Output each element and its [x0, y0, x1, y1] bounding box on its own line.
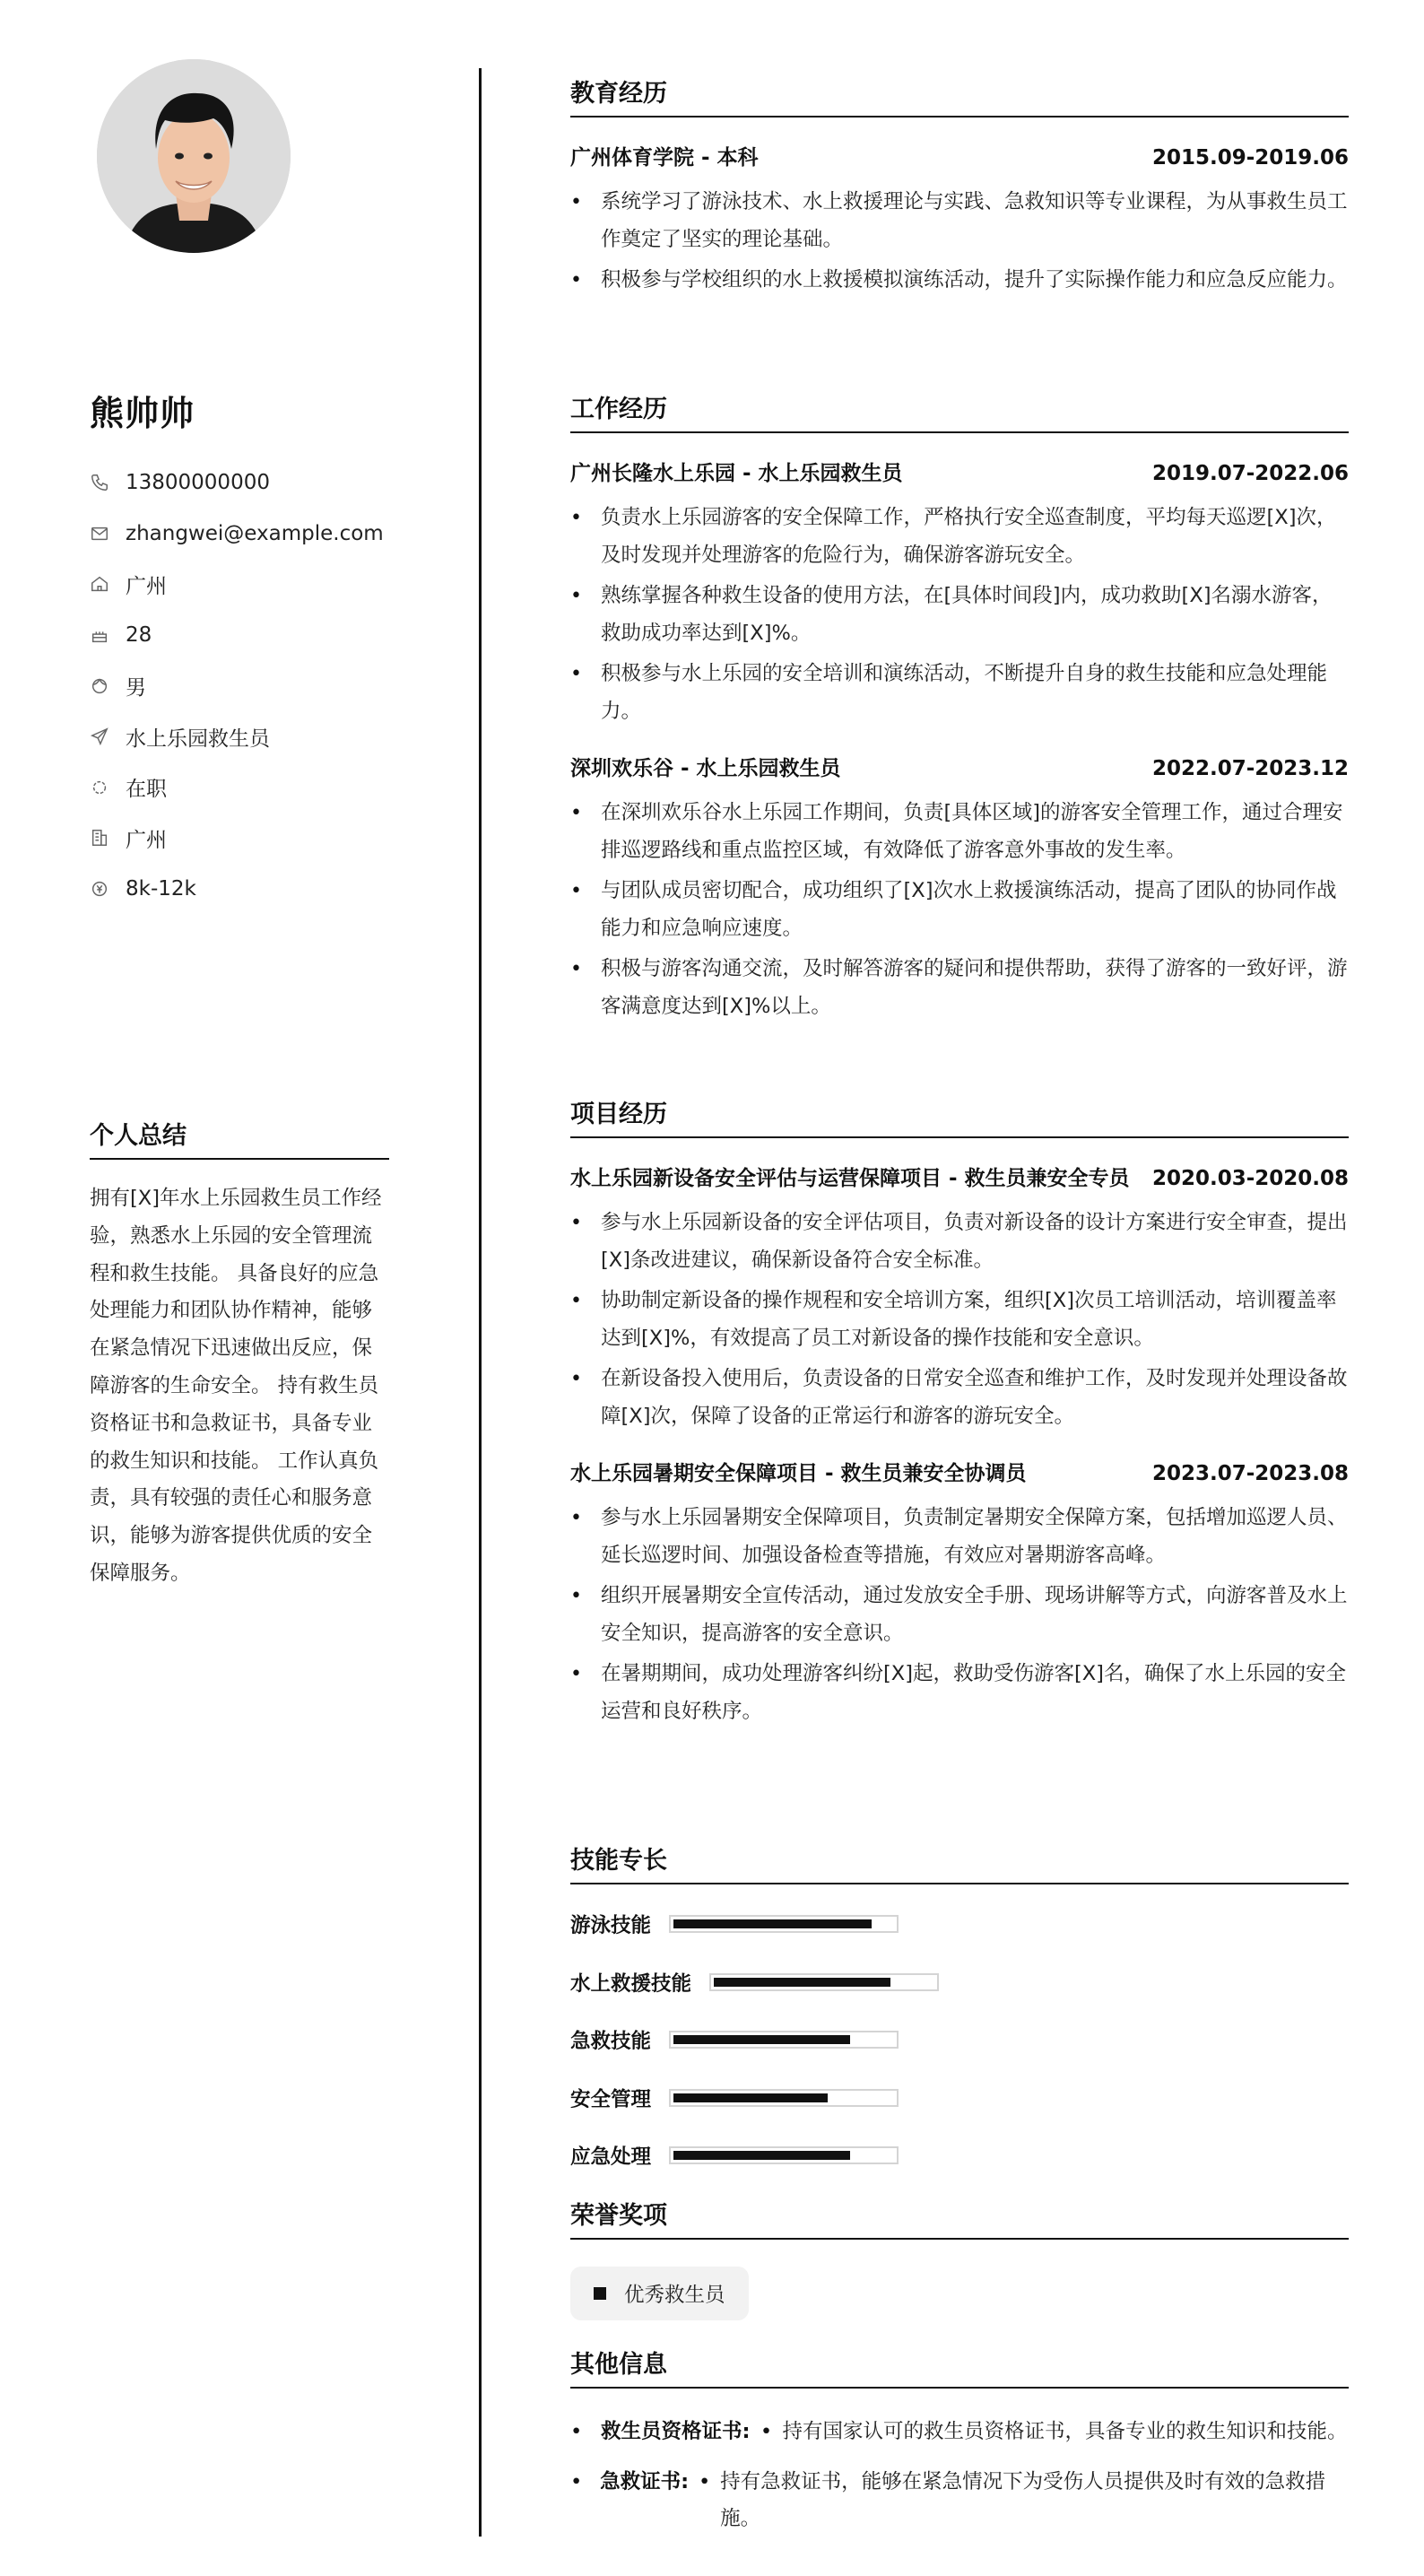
work-entry	[570, 458, 1349, 730]
entry-title: 水上乐园暑期安全保障项目 - 救生员兼安全协调员	[570, 1462, 1027, 1485]
bullet-item: • 在新设备投入使用后，负责设备的日常安全巡查和维护工作，及时发现并处理设备故障[X]次，保障了设备的正常运行和游客的游玩安全。	[570, 1361, 1349, 1435]
entry-date: 2023.07-2023.08	[1151, 1462, 1349, 1485]
skill-bar	[709, 1973, 939, 1991]
gender-icon	[90, 675, 126, 697]
phone-icon	[90, 472, 126, 493]
summary-text: 拥有[X]年水上乐园救生员工作经验，熟悉水上乐园的安全管理流程和救生技能。 具备良好的应急处理能力和团队协作精神，能够在紧急情况下迅速做出反应，保障游客的生命安全。 持有救生员资格证书和急救证书，具备专业的救生知识和技能。 工作认真负责，具有较强的责任心和服务意识，能够为游客提供优质的安全保障服务。	[90, 1187, 382, 1585]
contact-salary: 8k-12k	[90, 864, 393, 915]
skill-row	[570, 2127, 1349, 2185]
skill-row	[570, 1895, 1349, 1954]
skill-name: 水上救援技能	[570, 1971, 692, 1996]
skill-name: 游泳技能	[570, 1914, 652, 1938]
project-entry	[570, 1163, 1349, 1435]
other-text: 持有国家认可的救生员资格证书，具备专业的救生知识和技能。	[782, 2420, 1348, 2443]
skill-bar	[669, 2031, 899, 2049]
column-divider	[479, 68, 482, 2537]
honor-badge	[570, 2267, 749, 2320]
work-entry	[570, 753, 1349, 1025]
contact-location: 广州	[90, 559, 393, 610]
entry-date: 2022.07-2023.12	[1151, 757, 1349, 780]
project-entry	[570, 1458, 1349, 1730]
work-title: 工作经历	[570, 389, 1349, 433]
education-title: 教育经历	[570, 74, 1349, 117]
home-icon	[90, 573, 126, 595]
projects-section	[570, 1094, 1349, 1730]
money-icon	[90, 878, 126, 900]
contact-city: 广州	[90, 813, 393, 864]
skills-section	[570, 1841, 1349, 2185]
bullet-item: • 参与水上乐园暑期安全保障项目，负责制定暑期安全保障方案，包括增加巡逻人员、延长巡逻时间、加强设备检查等措施，有效应对暑期游客高峰。	[570, 1500, 1349, 1574]
bullet-item: • 参与水上乐园新设备的安全评估项目，负责对新设备的设计方案进行安全审查，提出[X]条改进建议，确保新设备符合安全标准。	[570, 1205, 1349, 1279]
bullet-item: • 在深圳欢乐谷水上乐园工作期间，负责[具体区域]的游客安全管理工作，通过合理安排巡逻路线和重点监控区域，有效降低了游客意外事故的发生率。	[570, 795, 1349, 869]
bullet-item: • 熟练掌握各种救生设备的使用方法，在[具体时间段]内，成功救助[X]名溺水游客，救助成功率达到[X]%。	[570, 578, 1349, 652]
other-label: 救生员资格证书:	[601, 2420, 751, 2443]
other-text: 持有急救证书，能够在紧急情况下为受伤人员提供及时有效的急救措施。	[720, 2469, 1326, 2530]
other-section	[570, 2345, 1349, 2551]
honors-section	[570, 2196, 1349, 2320]
mail-icon	[90, 523, 126, 544]
entry-title: 广州体育学院 - 本科	[570, 146, 759, 170]
bullet-item: • 组织开展暑期安全宣传活动，通过发放安全手册、现场讲解等方式，向游客普及水上安全知识，提高游客的安全意识。	[570, 1578, 1349, 1652]
send-icon	[90, 726, 126, 747]
bullet-item: • 积极与游客沟通交流，及时解答游客的疑问和提供帮助，获得了游客的一致好评，游客满意度达到[X]%以上。	[570, 951, 1349, 1025]
skill-name: 急救技能	[570, 2030, 652, 2054]
skill-fill	[673, 2035, 850, 2044]
skill-bar	[669, 2089, 899, 2107]
profile-photo	[97, 59, 291, 253]
skill-fill	[714, 1978, 890, 1987]
skills-title: 技能专长	[570, 1841, 1349, 1884]
education-section	[570, 74, 1349, 300]
other-list	[570, 2414, 1349, 2538]
status-icon	[90, 777, 126, 798]
skill-fill	[673, 1919, 872, 1928]
skills-list	[570, 1895, 1349, 2185]
avatar	[97, 59, 291, 253]
contact-status: 在职	[90, 762, 393, 814]
summary-title: 个人总结	[90, 1116, 389, 1160]
work-section	[570, 389, 1349, 1025]
bullet-item: • 在暑期期间，成功处理游客纠纷[X]起，救助受伤游客[X]名，确保了水上乐园的安全运营和良好秩序。	[570, 1656, 1349, 1730]
candidate-name: 熊帅帅	[90, 394, 195, 433]
square-bullet-icon	[594, 2287, 606, 2300]
skill-fill	[673, 2093, 828, 2102]
contact-list	[90, 457, 393, 914]
entry-date: 2015.09-2019.06	[1151, 146, 1349, 170]
honor-label: 优秀救生员	[624, 2284, 725, 2307]
cake-icon	[90, 624, 126, 646]
contact-phone: 13800000000	[90, 457, 393, 509]
bullet-item: • 积极参与学校组织的水上救援模拟演练活动，提升了实际操作能力和应急反应能力。	[570, 262, 1349, 300]
skill-name: 安全管理	[570, 2087, 652, 2111]
other-title: 其他信息	[570, 2345, 1349, 2389]
entry-date: 2019.07-2022.06	[1151, 462, 1349, 485]
contact-email: zhangwei@example.com	[90, 509, 393, 560]
other-label: 急救证书:	[600, 2469, 690, 2493]
bullet-item: • 协助制定新设备的操作规程和安全培训方案，组织[X]次员工培训活动，培训覆盖率达到[X]%，有效提高了员工对新设备的操作技能和安全意识。	[570, 1283, 1349, 1357]
building-icon	[90, 827, 126, 849]
bullet-item: • 与团队成员密切配合，成功组织了[X]次水上救援演练活动，提高了团队的协同作战能力和应急响应速度。	[570, 873, 1349, 947]
contact-gender: 男	[90, 660, 393, 711]
contact-position: 水上乐园救生员	[90, 711, 393, 762]
skill-fill	[673, 2151, 850, 2160]
bullet-item: • 负责水上乐园游客的安全保障工作，严格执行安全巡查制度，平均每天巡逻[X]次，及时发现并处理游客的危险行为，确保游客游玩安全。	[570, 500, 1349, 574]
education-entry	[570, 143, 1349, 300]
skill-bar	[669, 2146, 899, 2164]
other-item: • 救生员资格证书: • 持有国家认可的救生员资格证书，具备专业的救生知识和技能。	[570, 2414, 1349, 2451]
skill-bar	[669, 1915, 899, 1933]
honors-title: 荣誉奖项	[570, 2196, 1349, 2240]
skill-row	[570, 2011, 1349, 2069]
bullet-item: • 积极参与水上乐园的安全培训和演练活动，不断提升自身的救生技能和应急处理能力。	[570, 656, 1349, 730]
skill-row	[570, 1954, 1349, 2012]
skill-row	[570, 2069, 1349, 2128]
entry-date: 2020.03-2020.08	[1151, 1167, 1349, 1190]
projects-title: 项目经历	[570, 1094, 1349, 1138]
bullet-item: • 系统学习了游泳技术、水上救援理论与实践、急救知识等专业课程，为从事救生员工作奠定了坚实的理论基础。	[570, 184, 1349, 258]
entry-title: 深圳欢乐谷 - 水上乐园救生员	[570, 757, 841, 780]
skill-name: 应急处理	[570, 2145, 652, 2170]
entry-title: 广州长隆水上乐园 - 水上乐园救生员	[570, 462, 903, 485]
entry-title: 水上乐园新设备安全评估与运营保障项目 - 救生员兼安全专员	[570, 1167, 1130, 1190]
other-item: • 急救证书: • 持有急救证书，能够在紧急情况下为受伤人员提供及时有效的急救措施。	[570, 2464, 1349, 2538]
contact-age: 28	[90, 610, 393, 661]
